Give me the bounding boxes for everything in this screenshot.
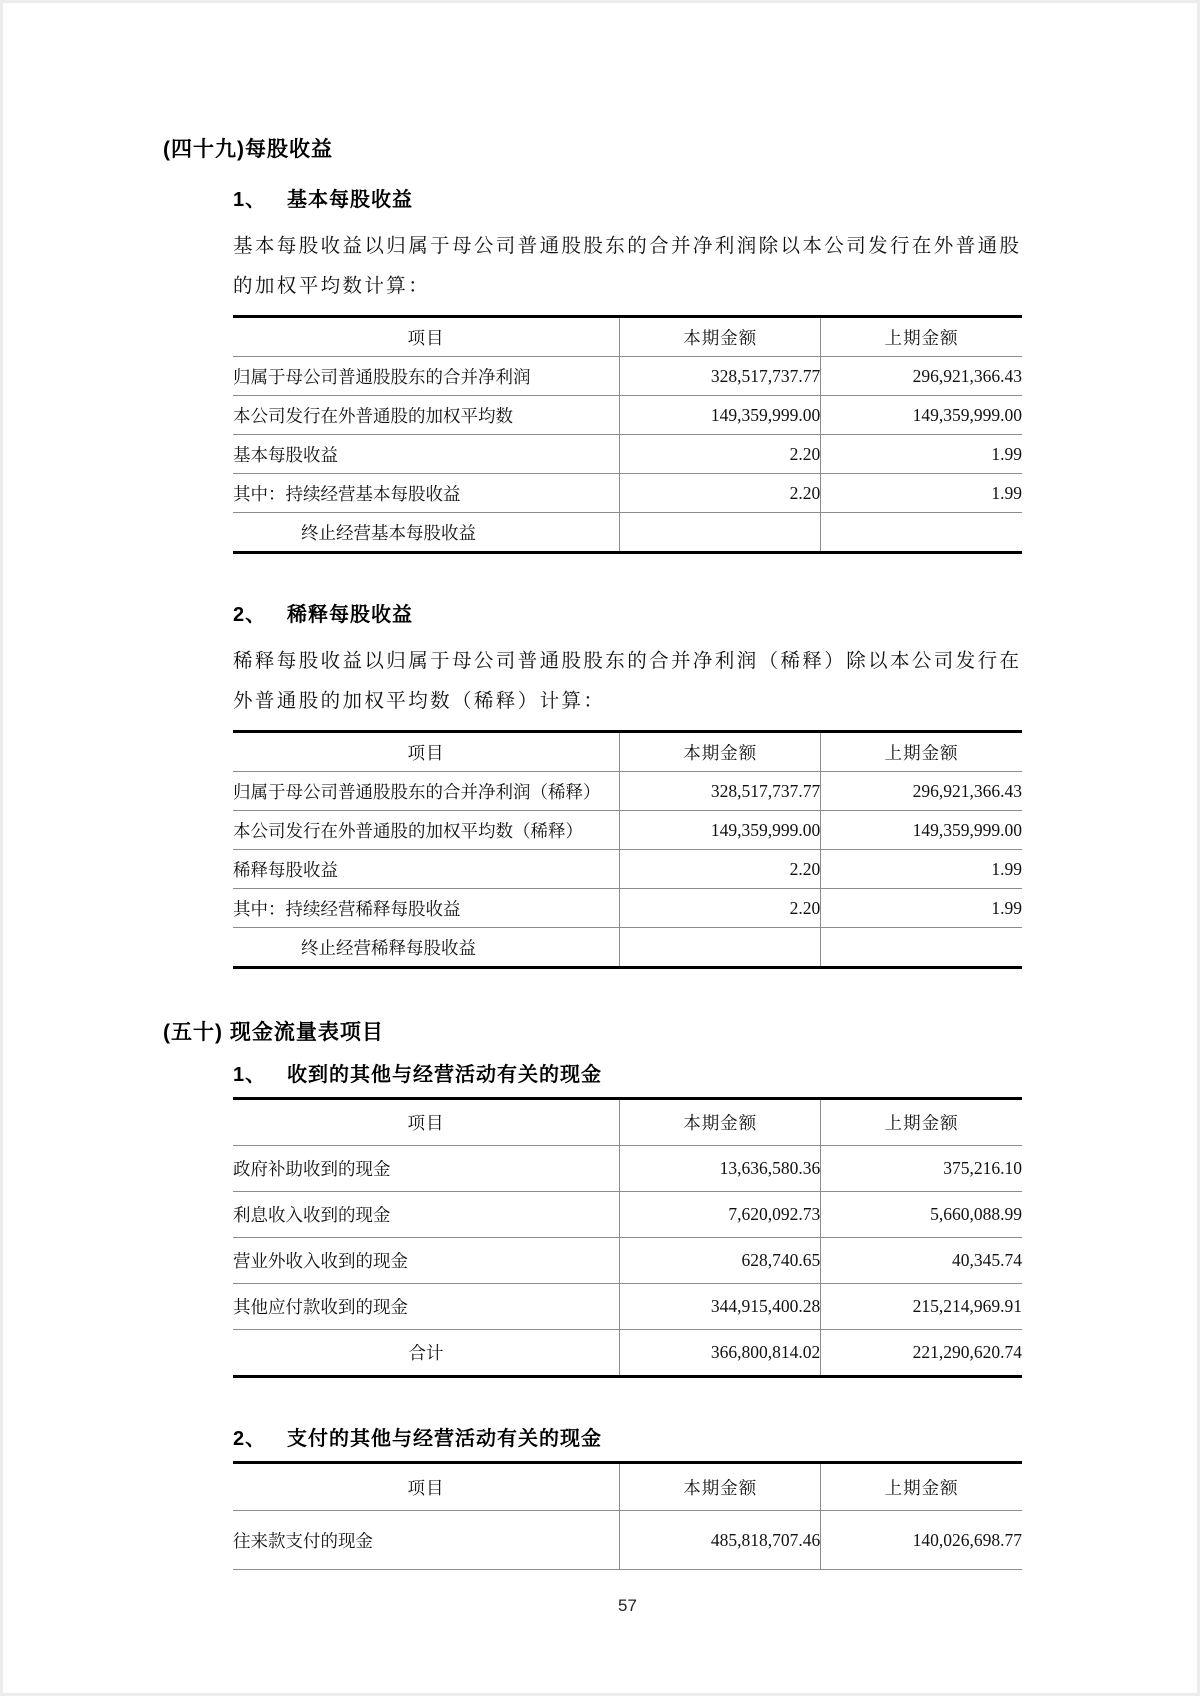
section-50-title: (五十) 现金流量表项目 — [163, 1021, 384, 1044]
subsection-basic-eps-heading — [233, 187, 1022, 214]
prior-amount-cell: 296,921,366.43 — [821, 772, 1022, 811]
item-cell: 其中：持续经营基本每股收益 — [233, 474, 620, 513]
current-amount-cell — [620, 513, 821, 553]
current-amount-cell: 13,636,580.36 — [620, 1146, 821, 1192]
prior-amount-cell: 221,290,620.74 — [821, 1330, 1022, 1377]
current-amount-cell: 2.20 — [620, 474, 821, 513]
header-prior-amount: 上期金额 — [821, 1099, 1022, 1146]
prior-amount-cell: 1.99 — [821, 435, 1022, 474]
header-prior-amount: 上期金额 — [821, 1463, 1022, 1511]
current-amount-cell: 328,517,737.77 — [620, 772, 821, 811]
table-row — [233, 850, 1022, 889]
table-row — [233, 1511, 1022, 1570]
prior-amount-cell: 140,026,698.77 — [821, 1511, 1022, 1570]
table-row — [233, 474, 1022, 513]
current-amount-cell: 366,800,814.02 — [620, 1330, 821, 1377]
subsection-title: 稀释每股收益 — [287, 604, 413, 626]
table-row — [233, 396, 1022, 435]
header-prior-amount: 上期金额 — [821, 732, 1022, 772]
table-header-row — [233, 732, 1022, 772]
current-amount-cell: 149,359,999.00 — [620, 811, 821, 850]
item-cell: 利息收入收到的现金 — [233, 1192, 620, 1238]
current-amount-cell: 2.20 — [620, 889, 821, 928]
item-cell: 归属于母公司普通股股东的合并净利润 — [233, 357, 620, 396]
item-cell: 其中：持续经营稀释每股收益 — [233, 889, 620, 928]
subsection-title: 基本每股收益 — [287, 189, 413, 211]
header-current-amount: 本期金额 — [620, 1099, 821, 1146]
item-cell: 稀释每股收益 — [233, 850, 620, 889]
header-current-amount: 本期金额 — [620, 1463, 821, 1511]
header-item: 项目 — [233, 1463, 620, 1511]
diluted-eps-table — [233, 730, 1022, 969]
prior-amount-cell: 149,359,999.00 — [821, 396, 1022, 435]
item-cell: 本公司发行在外普通股的加权平均数（稀释） — [233, 811, 620, 850]
prior-amount-cell: 296,921,366.43 — [821, 357, 1022, 396]
item-cell: 归属于母公司普通股股东的合并净利润（稀释） — [233, 772, 620, 811]
prior-amount-cell: 215,214,969.91 — [821, 1284, 1022, 1330]
table-row — [233, 513, 1022, 553]
paragraph-line: 稀释每股收益以归属于母公司普通股股东的合并净利润（稀释）除以本公司发行在 — [233, 651, 1022, 672]
subsection-cash-paid-heading — [233, 1426, 1022, 1453]
table-header-row — [233, 1099, 1022, 1146]
item-cell: 终止经营稀释每股收益 — [233, 928, 620, 968]
prior-amount-cell: 40,345.74 — [821, 1238, 1022, 1284]
header-item: 项目 — [233, 317, 620, 357]
basic-eps-table — [233, 315, 1022, 554]
table-header-row — [233, 1463, 1022, 1511]
subsection-number: 2、 — [233, 1428, 267, 1450]
current-amount-cell: 344,915,400.28 — [620, 1284, 821, 1330]
item-cell: 政府补助收到的现金 — [233, 1146, 620, 1192]
item-cell: 其他应付款收到的现金 — [233, 1284, 620, 1330]
header-prior-amount: 上期金额 — [821, 317, 1022, 357]
subsection-number: 2、 — [233, 604, 267, 626]
current-amount-cell: 328,517,737.77 — [620, 357, 821, 396]
item-cell: 基本每股收益 — [233, 435, 620, 474]
current-amount-cell: 485,818,707.46 — [620, 1511, 821, 1570]
subsection-title: 收到的其他与经营活动有关的现金 — [287, 1064, 602, 1086]
paragraph-line: 的加权平均数计算： — [233, 276, 431, 297]
prior-amount-cell — [821, 928, 1022, 968]
prior-amount-cell: 1.99 — [821, 889, 1022, 928]
page-number: 57 — [618, 1596, 637, 1615]
current-amount-cell — [620, 928, 821, 968]
section-49-title: (四十九)每股收益 — [163, 138, 333, 161]
table-row — [233, 772, 1022, 811]
header-item: 项目 — [233, 732, 620, 772]
item-cell: 营业外收入收到的现金 — [233, 1238, 620, 1284]
item-cell: 往来款支付的现金 — [233, 1511, 620, 1570]
table-row — [233, 889, 1022, 928]
cash-received-table — [233, 1097, 1022, 1378]
prior-amount-cell: 1.99 — [821, 850, 1022, 889]
paragraph-line: 基本每股收益以归属于母公司普通股股东的合并净利润除以本公司发行在外普通股 — [233, 236, 1022, 257]
subsection-title: 支付的其他与经营活动有关的现金 — [287, 1428, 602, 1450]
table-row — [233, 1238, 1022, 1284]
cash-paid-table — [233, 1461, 1022, 1570]
header-item: 项目 — [233, 1099, 620, 1146]
basic-eps-paragraph — [163, 227, 1022, 307]
current-amount-cell: 149,359,999.00 — [620, 396, 821, 435]
table-row — [233, 1146, 1022, 1192]
current-amount-cell: 2.20 — [620, 850, 821, 889]
current-amount-cell: 7,620,092.73 — [620, 1192, 821, 1238]
item-cell: 本公司发行在外普通股的加权平均数 — [233, 396, 620, 435]
table-header-row — [233, 317, 1022, 357]
current-amount-cell: 2.20 — [620, 435, 821, 474]
prior-amount-cell: 5,660,088.99 — [821, 1192, 1022, 1238]
subsection-number: 1、 — [233, 189, 267, 211]
prior-amount-cell — [821, 513, 1022, 553]
table-row — [233, 435, 1022, 474]
item-cell: 终止经营基本每股收益 — [233, 513, 620, 553]
prior-amount-cell: 149,359,999.00 — [821, 811, 1022, 850]
table-row — [233, 1284, 1022, 1330]
prior-amount-cell: 1.99 — [821, 474, 1022, 513]
subsection-cash-received-heading — [233, 1062, 1022, 1089]
paragraph-line: 外普通股的加权平均数（稀释）计算： — [233, 691, 606, 712]
subsection-diluted-eps-heading — [233, 602, 1022, 629]
prior-amount-cell: 375,216.10 — [821, 1146, 1022, 1192]
table-row — [233, 928, 1022, 968]
header-current-amount: 本期金额 — [620, 317, 821, 357]
table-row — [233, 1192, 1022, 1238]
header-current-amount: 本期金额 — [620, 732, 821, 772]
subsection-number: 1、 — [233, 1064, 267, 1086]
table-row — [233, 357, 1022, 396]
table-row-total — [233, 1330, 1022, 1377]
current-amount-cell: 628,740.65 — [620, 1238, 821, 1284]
total-label-cell: 合计 — [233, 1330, 620, 1377]
diluted-eps-paragraph — [163, 642, 1022, 722]
table-row — [233, 811, 1022, 850]
